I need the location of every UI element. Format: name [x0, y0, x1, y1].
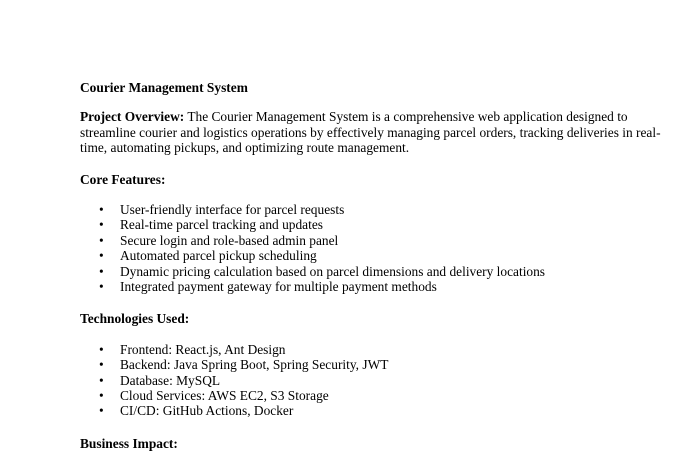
list-item	[80, 373, 670, 388]
list-item-text: User-friendly interface for parcel requests	[120, 202, 345, 217]
list-item-text: Dynamic pricing calculation based on parcel dimensions and delivery locations	[120, 263, 546, 279]
bullet-icon: •	[99, 341, 104, 357]
technologies-list	[80, 342, 670, 419]
bullet-icon: •	[99, 248, 104, 264]
project-overview-label: Project Overview:	[80, 109, 185, 125]
core-features-list	[80, 202, 670, 294]
bullet-icon: •	[99, 387, 104, 403]
list-item	[80, 403, 670, 418]
list-item-text: Integrated payment gateway for multiple payment methods	[120, 278, 437, 294]
list-item	[80, 357, 670, 372]
list-item-text: Secure login and role-based admin panel	[120, 232, 339, 248]
list-item-text: CI/CD: GitHub Actions, Docker	[120, 403, 294, 419]
list-item	[80, 342, 670, 357]
bullet-icon: •	[99, 217, 104, 233]
list-item-text: Real-time parcel tracking and updates	[120, 217, 324, 233]
list-item-text: Database: MySQL	[120, 372, 221, 388]
bullet-icon: •	[99, 357, 104, 373]
list-item-text: Backend: Java Spring Boot, Spring Security, JWT	[120, 357, 389, 373]
list-item	[80, 233, 670, 248]
document-page	[80, 80, 670, 451]
document-title: Courier Management System	[80, 80, 248, 95]
list-item	[80, 388, 670, 403]
bullet-icon: •	[99, 403, 104, 419]
technologies-heading: Technologies Used:	[80, 311, 190, 327]
bullet-icon: •	[99, 202, 104, 217]
bullet-icon: •	[99, 372, 104, 388]
list-item	[80, 202, 670, 217]
list-item	[80, 217, 670, 232]
list-item	[80, 264, 670, 279]
list-item-text: Frontend: React.js, Ant Design	[120, 341, 286, 357]
project-overview-text: The Courier Management System is a comprehensive web application designed to streamline courier and logistics operations by effectively managing parcel orders, tracking deliveries in real-time, automating pickups, and optimizing route management.	[80, 109, 661, 156]
core-features-heading: Core Features:	[80, 171, 166, 187]
project-overview-paragraph	[80, 109, 670, 155]
bullet-icon: •	[99, 263, 104, 279]
business-impact-heading: Business Impact:	[80, 435, 178, 451]
list-item-text: Cloud Services: AWS EC2, S3 Storage	[120, 387, 329, 403]
list-item	[80, 248, 670, 263]
list-item-text: Automated parcel pickup scheduling	[120, 248, 317, 264]
bullet-icon: •	[99, 278, 104, 294]
bullet-icon: •	[99, 232, 104, 248]
list-item	[80, 279, 670, 294]
